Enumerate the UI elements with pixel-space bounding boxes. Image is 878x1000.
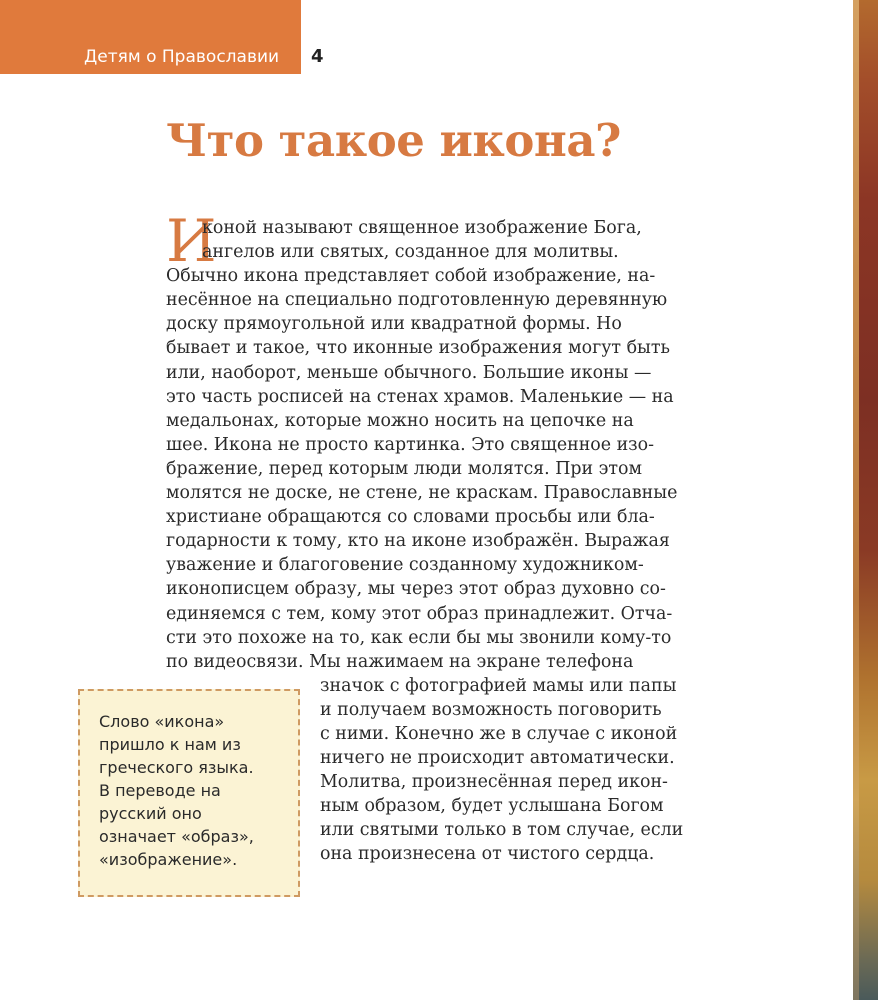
page-number: 4 <box>311 46 324 67</box>
article-line: медальонах, которые можно носить на цепочке на <box>166 410 634 431</box>
article-line: или, наоборот, меньше обычного. Большие иконы — <box>166 362 652 383</box>
article-line: с ними. Конечно же в случае с иконой <box>320 723 678 744</box>
page-title: Что такое икона? <box>166 114 621 167</box>
icon-illustration-edge <box>853 0 878 1000</box>
article-line: по видеосвязи. Мы нажимаем на экране телефона <box>166 651 634 672</box>
article-line: это часть росписей на стенах храмов. Маленькие — на <box>166 386 674 407</box>
article-line: Молитва, произнесённая перед икон- <box>320 772 668 793</box>
article-line: бражение, перед которым люди молятся. При этом <box>166 458 642 479</box>
article-line: коной называют священное изображение Бога, <box>202 218 642 238</box>
article-line: единяемся с тем, кому этот образ принадлежит. Отча- <box>166 603 673 624</box>
article-line: ничего не происходит автоматически. <box>320 748 675 769</box>
note-line: означает «образ», <box>99 827 254 846</box>
article-line: бывает и такое, что иконные изображения могут быть <box>166 338 670 359</box>
article-line: молятся не доске, не стене, не краскам. Православные <box>166 483 678 504</box>
note-line: русский оно <box>99 804 202 823</box>
article-line: годарности к тому, кто на иконе изображён. Выражая <box>166 531 670 552</box>
note-line: пришло к нам из <box>99 735 241 754</box>
article-line: и получаем возможность поговорить <box>320 699 662 720</box>
note-line: В переводе на <box>99 781 221 800</box>
article-line: иконописцем образу, мы через этот образ духовно со- <box>166 579 666 600</box>
article-line: христиане обращаются со словами просьбы или бла- <box>166 507 655 528</box>
article-line: значок с фотографией мамы или папы <box>320 675 677 696</box>
note-line: греческого языка. <box>99 758 254 777</box>
article-line: ным образом, будет услышана Богом <box>320 796 664 817</box>
article-line: она произнесена от чистого сердца. <box>320 844 655 865</box>
article-line: Обычно икона представляет собой изображение, на- <box>166 266 656 287</box>
article-line: уважение и благоговение созданному художником- <box>166 555 644 576</box>
note-text <box>99 710 295 871</box>
note-line: Слово «икона» <box>99 712 225 731</box>
sidebar-note <box>78 689 300 897</box>
article-line: несённое на специально подготовленную деревянную <box>166 290 668 311</box>
article-line: или святыми только в том случае, если <box>320 820 684 841</box>
note-line: «изображение». <box>99 850 238 869</box>
drop-cap: И <box>166 207 217 275</box>
article-line: ангелов или святых, созданное для молитвы. <box>202 242 619 263</box>
article-line: шее. Икона не просто картинка. Это священное изо- <box>166 434 655 455</box>
article-line: доску прямоугольной или квадратной формы. Но <box>166 314 622 335</box>
series-title: Детям о Православии <box>84 47 280 67</box>
article-line: сти это похоже на то, как если бы мы звонили кому-то <box>166 627 672 648</box>
